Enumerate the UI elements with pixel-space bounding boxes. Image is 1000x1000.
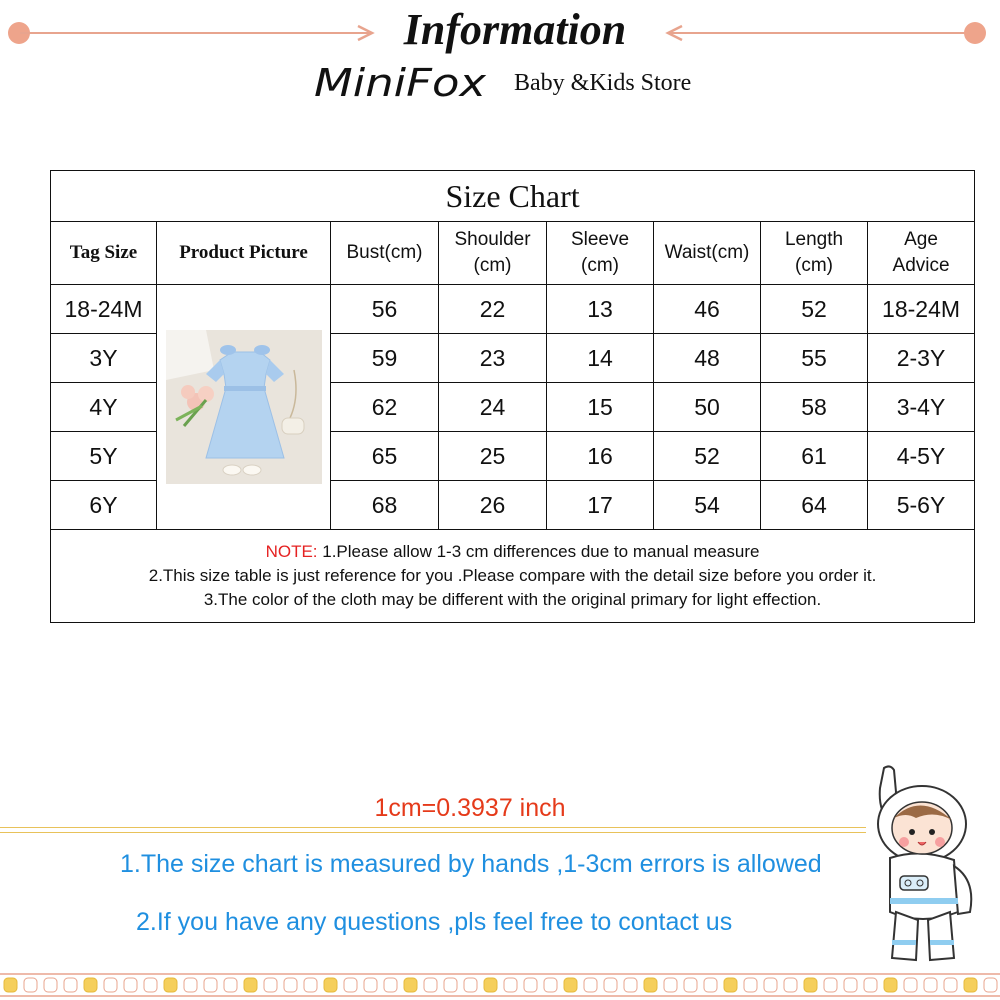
cell-waist: 46 [654, 285, 761, 334]
cell-age: 5-6Y [868, 481, 975, 530]
strip-cell [744, 978, 757, 992]
header-shoulder-line2: (cm) [473, 255, 512, 276]
cell-sleeve: 15 [547, 383, 654, 432]
strip-cell [344, 978, 357, 992]
strip-cell [804, 978, 817, 992]
strip-cell [504, 978, 517, 992]
cell-length: 61 [761, 432, 868, 481]
decorative-bottom-strip [0, 970, 1000, 1000]
cell-shoulder: 26 [439, 481, 547, 530]
header-left-line [20, 32, 370, 34]
strip-cell [84, 978, 97, 992]
strip-cell [944, 978, 957, 992]
strip-cell [724, 978, 737, 992]
header-length-line2: (cm) [795, 255, 833, 276]
cell-tag-size: 4Y [51, 383, 157, 432]
strip-cell [164, 978, 177, 992]
cell-bust: 56 [331, 285, 439, 334]
strip-cell [644, 978, 657, 992]
strip-cell [284, 978, 297, 992]
cell-length: 55 [761, 334, 868, 383]
cell-sleeve: 14 [547, 334, 654, 383]
strip-cell [984, 978, 997, 992]
note-line3: 3.The color of the cloth may be different with the original primary for light effection. [203, 590, 822, 609]
strip-cell [544, 978, 557, 992]
table-row [51, 285, 975, 334]
brand-logo-text: MiniFox [314, 61, 487, 105]
header-length-line1: Length [784, 229, 844, 250]
size-chart-table [50, 170, 975, 623]
strip-cell [624, 978, 637, 992]
header-length [761, 222, 868, 285]
header-sleeve-line1: Sleeve [570, 229, 630, 250]
info-line-2: 2.If you have any questions ,pls feel free to contact us [136, 908, 733, 936]
product-dress-image [166, 330, 322, 484]
cell-bust: 68 [331, 481, 439, 530]
strip-cell [364, 978, 377, 992]
strip-cell [464, 978, 477, 992]
strip-cell [884, 978, 897, 992]
strip-cell [444, 978, 457, 992]
strip-cell [24, 978, 37, 992]
note-label: NOTE: [265, 542, 318, 561]
strip-cell [604, 978, 617, 992]
note-line2: 2.This size table is just reference for you .Please compare with the detail size before you order it. [148, 566, 877, 585]
cell-waist: 48 [654, 334, 761, 383]
header-sleeve-line2: (cm) [581, 255, 619, 276]
strip-cell [184, 978, 197, 992]
strip-cell [484, 978, 497, 992]
cell-age: 3-4Y [868, 383, 975, 432]
size-chart-title: Size Chart [51, 171, 975, 222]
header-right-dot [964, 22, 986, 44]
cell-tag-size: 3Y [51, 334, 157, 383]
strip-cell [324, 978, 337, 992]
strip-cell [524, 978, 537, 992]
cell-waist: 52 [654, 432, 761, 481]
strip-cell [384, 978, 397, 992]
cell-length: 52 [761, 285, 868, 334]
strip-cell [684, 978, 697, 992]
cell-bust: 65 [331, 432, 439, 481]
header-tag-size: Tag Size [51, 222, 157, 285]
brand-subtitle: Baby &Kids Store [514, 70, 692, 96]
strip-cell [4, 978, 17, 992]
cell-age: 2-3Y [868, 334, 975, 383]
strip-cell [404, 978, 417, 992]
strip-cell [924, 978, 937, 992]
strip-cell [664, 978, 677, 992]
divider-line-top [0, 827, 866, 828]
note-cell [51, 530, 975, 623]
cell-bust: 59 [331, 334, 439, 383]
strip-cell [864, 978, 877, 992]
cell-sleeve: 16 [547, 432, 654, 481]
brand-logo [312, 58, 492, 108]
strip-cell [44, 978, 57, 992]
unit-conversion: 1cm=0.3937 inch [374, 794, 566, 822]
cell-age: 4-5Y [868, 432, 975, 481]
cell-waist: 54 [654, 481, 761, 530]
cell-sleeve: 13 [547, 285, 654, 334]
header-shoulder [439, 222, 547, 285]
cell-age: 18-24M [868, 285, 975, 334]
cell-tag-size: 6Y [51, 481, 157, 530]
strip-cell [424, 978, 437, 992]
cell-bust: 62 [331, 383, 439, 432]
header-age [868, 222, 975, 285]
strip-cell [64, 978, 77, 992]
strip-cell [844, 978, 857, 992]
strip-cell [964, 978, 977, 992]
header-sleeve [547, 222, 654, 285]
cell-shoulder: 24 [439, 383, 547, 432]
header-right-line [670, 32, 975, 34]
cell-shoulder: 25 [439, 432, 547, 481]
product-picture-cell [157, 285, 331, 530]
strip-cell [584, 978, 597, 992]
strip-cell [764, 978, 777, 992]
strip-cell [904, 978, 917, 992]
cell-waist: 50 [654, 383, 761, 432]
strip-cell [564, 978, 577, 992]
strip-cell [224, 978, 237, 992]
cell-length: 64 [761, 481, 868, 530]
strip-cell [304, 978, 317, 992]
cell-tag-size: 18-24M [51, 285, 157, 334]
strip-cell [824, 978, 837, 992]
header-title: Information [403, 5, 627, 54]
header-shoulder-line1: Shoulder [454, 229, 531, 250]
header-product-picture: Product Picture [157, 222, 331, 285]
cell-sleeve: 17 [547, 481, 654, 530]
strip-cell [104, 978, 117, 992]
strip-cell [784, 978, 797, 992]
header-age-line1: Age [904, 229, 938, 250]
strip-cell [124, 978, 137, 992]
astronaut-illustration [860, 762, 980, 972]
cell-shoulder: 22 [439, 285, 547, 334]
divider-line-bottom [0, 832, 866, 833]
strip-cell [144, 978, 157, 992]
header-age-line2: Advice [892, 255, 950, 276]
note-line1: 1.Please allow 1-3 cm differences due to manual measure [317, 542, 760, 561]
strip-cell [244, 978, 257, 992]
info-line-1: 1.The size chart is measured by hands ,1-3cm errors is allowed [120, 850, 822, 878]
cell-length: 58 [761, 383, 868, 432]
cell-shoulder: 23 [439, 334, 547, 383]
strip-cell [704, 978, 717, 992]
header-bust: Bust(cm) [331, 222, 439, 285]
header-waist: Waist(cm) [654, 222, 761, 285]
cell-tag-size: 5Y [51, 432, 157, 481]
strip-cell [204, 978, 217, 992]
strip-cell [264, 978, 277, 992]
